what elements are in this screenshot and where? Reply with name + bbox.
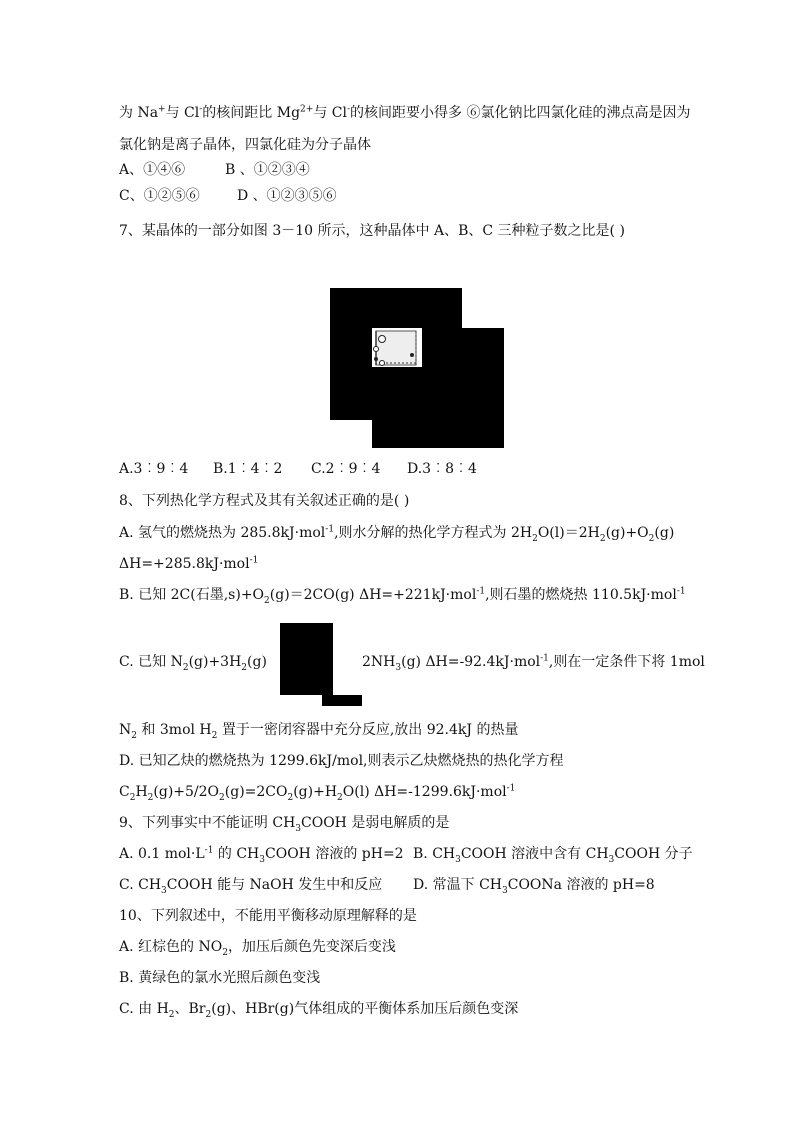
q9-option-d[interactable] <box>413 876 655 894</box>
q9-options-row-1 <box>119 845 693 863</box>
subscript: 2 <box>599 533 606 544</box>
subscript: 3 <box>161 885 167 896</box>
subscript: 2 <box>168 1009 175 1020</box>
text: 与 Cl <box>313 105 347 121</box>
text: (g) <box>654 525 675 541</box>
text: (g)、HBr(g)气体组成的平衡体系加压后颜色变深 <box>211 1001 519 1017</box>
superscript: -1 <box>506 783 516 794</box>
subscript: 2 <box>219 792 225 803</box>
text: (g)＝2CO(g) ΔH=+221kJ·mol <box>269 587 477 603</box>
subscript: 2 <box>182 662 189 673</box>
q7-stem: 7、某晶体的一部分如图 3－10 所示，这种晶体中 A、B、C 三种粒子数之比是( ) <box>119 223 625 239</box>
text: 2NH <box>362 654 396 670</box>
q9-option-c[interactable] <box>119 876 413 894</box>
text: (g)+O <box>605 525 649 541</box>
q8-option-a-line-1 <box>119 524 674 542</box>
q10-option-b[interactable]: B. 黄绿色的氯水光照后颜色变浅 <box>119 970 321 986</box>
subscript: 3 <box>455 854 461 865</box>
text: ,则石墨的燃烧热 110.5kJ·mol <box>485 587 677 603</box>
subscript: 3 <box>502 885 508 896</box>
text: 、Br <box>174 1001 206 1017</box>
text: 与 Cl <box>165 105 200 121</box>
continuation-line-2: 氯化钠是离子晶体，四氯化硅为分子晶体 <box>119 137 371 153</box>
subscript: 3 <box>295 823 302 834</box>
superscript: -1 <box>325 524 335 535</box>
text: ,则水分解的热化学方程式为 2H <box>334 525 533 541</box>
text: N <box>119 722 132 738</box>
text: C. 由 H <box>119 1001 169 1017</box>
q6-option-a[interactable]: A、①④⑥ <box>119 162 186 178</box>
q6-option-d[interactable]: D 、①②③⑤⑥ <box>237 188 337 204</box>
text: A. 红棕色的 NO <box>119 939 223 955</box>
q6-option-c[interactable]: C、①②⑤⑥ <box>119 188 200 204</box>
text: 的 CH <box>213 846 260 862</box>
continuation-line-1 <box>119 104 690 122</box>
text: COOH 是弱电解质的是 <box>301 815 450 831</box>
text: D. 常温下 CH <box>413 877 502 893</box>
subscript: 3 <box>608 854 615 865</box>
text: COOH 分子 <box>614 846 693 862</box>
redaction-block <box>330 328 372 366</box>
subscript: 2 <box>222 947 228 958</box>
text: C. CH <box>119 877 162 893</box>
q6-options-row-1 <box>119 161 310 179</box>
q8-option-d-line-1: D. 已知乙炔的燃烧热为 1299.6kJ/mol,则表示乙炔燃烧热的热化学方程 <box>119 753 564 769</box>
q7-options <box>119 460 477 478</box>
subscript: 3 <box>395 662 402 673</box>
equilibrium-arrow-redaction <box>322 695 362 706</box>
redaction-block <box>330 288 462 328</box>
unit-cell-icon <box>372 329 422 367</box>
text: B. 已知 2C(石墨,s)+O <box>119 587 265 603</box>
text: (g)+5/2O <box>153 784 220 800</box>
text: ,则在一定条件下将 1mol <box>548 654 705 670</box>
q8-option-b <box>119 586 686 604</box>
q7-option-a[interactable]: A.3︰9︰4 <box>119 461 189 477</box>
q6-options-row-2 <box>119 187 337 205</box>
q10-stem: 10、下列叙述中，不能用平衡移动原理解释的是 <box>119 908 417 924</box>
q8-option-c-right <box>362 653 705 671</box>
text: COONa 溶液的 pH=8 <box>507 877 655 893</box>
text: O(l) ΔH=-1299.6kJ·mol <box>342 784 507 800</box>
subscript: 2 <box>264 595 270 606</box>
superscript: -1 <box>676 586 686 597</box>
redaction-block <box>372 420 462 448</box>
subscript: 2 <box>532 533 538 544</box>
subscript: 2 <box>211 730 218 741</box>
text: 置于一密闭容器中充分反应,放出 92.4kJ 的热量 <box>217 722 519 738</box>
text: (g)=2CO <box>224 784 288 800</box>
q8-option-d-line-2 <box>119 783 515 801</box>
text: COOH 溶液中含有 CH <box>460 846 609 862</box>
text: ΔH=+285.8kJ·mol <box>119 556 250 572</box>
equilibrium-arrow-redaction <box>280 623 333 695</box>
q7-option-c[interactable]: C.2︰9︰4 <box>311 461 381 477</box>
superscript: -1 <box>204 845 214 856</box>
text: B. CH <box>413 846 456 862</box>
superscript: + <box>158 104 166 115</box>
superscript: - <box>199 104 203 115</box>
superscript: - <box>346 104 350 115</box>
redaction-block <box>330 366 462 420</box>
q9-options-row-2 <box>119 876 655 894</box>
q7-option-b[interactable]: B.1︰4︰2 <box>213 461 283 477</box>
text: (g) ΔH=-92.4kJ·mol <box>401 654 541 670</box>
text: 9、下列事实中不能证明 CH <box>119 815 296 831</box>
text: O(l)＝2H <box>537 525 600 541</box>
text: 为 Na <box>119 105 159 121</box>
text: C. 已知 N <box>119 654 183 670</box>
q8-option-c-line-2 <box>119 721 518 739</box>
superscript: -1 <box>476 586 486 597</box>
q8-option-a-line-2 <box>119 555 258 573</box>
text: (g) <box>247 654 267 670</box>
q6-option-b[interactable]: B 、①②③④ <box>225 162 310 178</box>
text: 的核间距比 Mg <box>202 105 301 121</box>
q9-option-b[interactable] <box>413 845 693 863</box>
text: COOH 能与 NaOH 发生中和反应 <box>166 877 383 893</box>
text: H <box>135 784 148 800</box>
subscript: 2 <box>147 792 154 803</box>
text: 和 3mol H <box>136 722 212 738</box>
q7-option-d[interactable]: D.3︰8︰4 <box>407 461 477 477</box>
q9-stem <box>119 814 449 832</box>
text: (g)+H <box>293 784 338 800</box>
subscript: 2 <box>337 792 343 803</box>
superscript: -1 <box>249 555 259 566</box>
subscript: 2 <box>129 792 136 803</box>
subscript: 2 <box>131 730 137 741</box>
q10-option-c[interactable] <box>119 1000 518 1018</box>
text: A. 氢气的燃烧热为 285.8kJ·mol <box>119 525 326 541</box>
q8-stem: 8、下列热化学方程式及其有关叙述正确的是( ) <box>119 493 410 509</box>
crystal-unit-cell <box>372 329 422 367</box>
text: (g)+3H <box>188 654 242 670</box>
superscript: 2+ <box>300 104 314 115</box>
text: A. 0.1 mol·L <box>119 846 205 862</box>
text: 的核间距要小得多 ⑥氯化钠比四氯化硅的沸点高是因为 <box>350 105 691 121</box>
text: ，加压后颜色先变深后变浅 <box>227 939 396 955</box>
subscript: 2 <box>205 1009 212 1020</box>
q9-option-a[interactable] <box>119 845 413 863</box>
q10-option-a[interactable] <box>119 938 396 956</box>
subscript: 2 <box>241 662 248 673</box>
text: COOH 溶液的 pH=2 <box>265 846 404 862</box>
q8-option-c-left <box>119 653 267 671</box>
text: C <box>119 784 130 800</box>
subscript: 2 <box>287 792 294 803</box>
superscript: -1 <box>540 653 549 664</box>
subscript: 2 <box>648 533 655 544</box>
subscript: 3 <box>259 854 265 865</box>
